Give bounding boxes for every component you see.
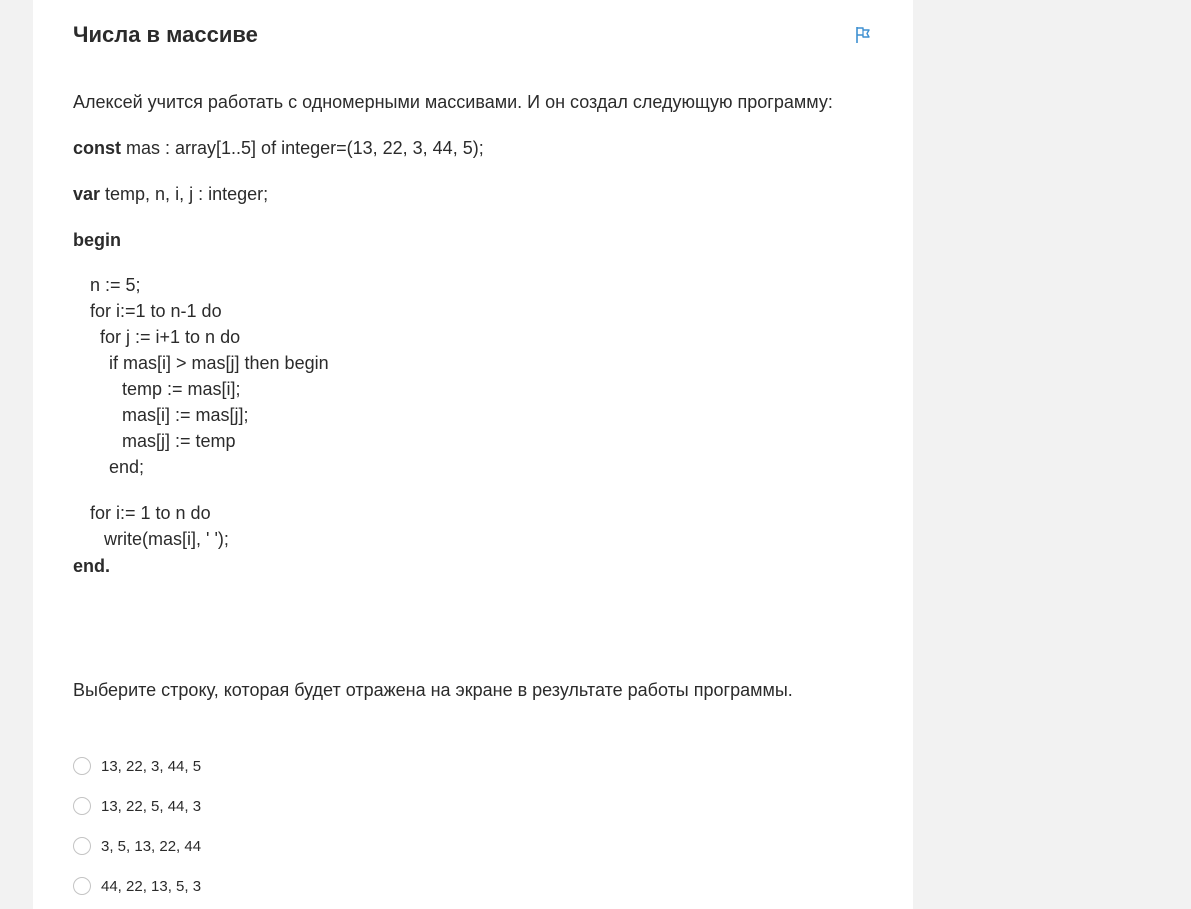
task-card [33, 0, 913, 909]
code-const-line [73, 135, 484, 161]
code-begin-line: begin [73, 230, 121, 250]
code-line: for i:=1 to n-1 do [90, 301, 222, 321]
code-line: end; [109, 457, 145, 477]
answer-option-2[interactable] [73, 795, 201, 817]
code-line: mas[i] := mas[j]; [122, 405, 249, 425]
radio-button[interactable] [73, 877, 91, 895]
answer-option-label: 13, 22, 5, 44, 3 [101, 797, 202, 815]
task-title: Числа в массиве [73, 22, 258, 47]
keyword-const: const [73, 138, 122, 158]
code-var-rest: temp, n, i, j : integer; [100, 184, 269, 204]
code-line: temp := mas[i]; [122, 379, 241, 399]
radio-button[interactable] [73, 837, 91, 855]
task-intro: Алексей учится работать с одномерными массивами. И он создал следующую программу: [73, 92, 833, 112]
code-line: mas[j] := temp [122, 431, 236, 451]
keyword-var: var [73, 184, 101, 204]
code-end-line: end. [73, 556, 111, 576]
task-question: Выберите строку, которая будет отражена на экране в результате работы программы. [73, 680, 793, 700]
code-line: n := 5; [90, 275, 141, 295]
code-line: if mas[i] > mas[j] then begin [109, 353, 329, 373]
answer-option-3[interactable] [73, 835, 201, 857]
answer-option-label: 3, 5, 13, 22, 44 [101, 837, 202, 855]
answer-option-4[interactable] [73, 875, 201, 897]
answer-option-label: 13, 22, 3, 44, 5 [101, 757, 202, 775]
answer-option-1[interactable] [73, 755, 201, 777]
code-line: write(mas[i], ' '); [104, 529, 229, 549]
code-const-rest: mas : array[1..5] of integer=(13, 22, 3, 44, 5); [121, 138, 484, 158]
radio-button[interactable] [73, 797, 91, 815]
flag-icon[interactable] [853, 25, 873, 45]
answer-option-label: 44, 22, 13, 5, 3 [101, 877, 202, 895]
code-var-line [73, 181, 268, 207]
radio-button[interactable] [73, 757, 91, 775]
code-line: for j := i+1 to n do [100, 327, 241, 347]
code-line: for i:= 1 to n do [90, 503, 211, 523]
